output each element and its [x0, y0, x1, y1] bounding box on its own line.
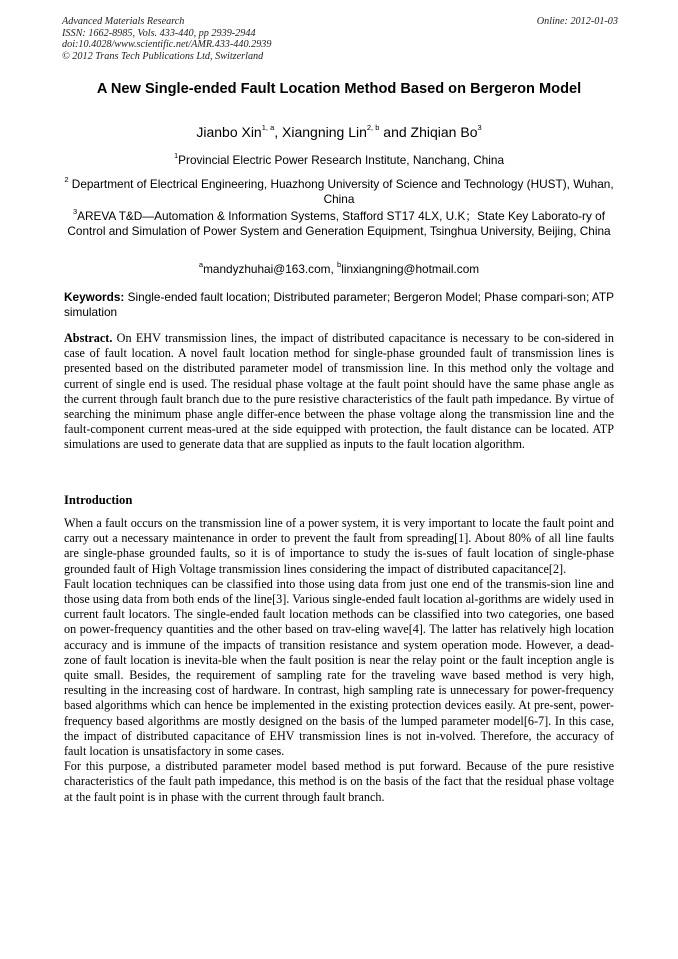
keywords-text: Single-ended fault location; Distributed parameter; Bergeron Model; Phase compari-son; ATP simulation	[64, 290, 614, 320]
author-affiliation-mark: 3	[477, 123, 482, 133]
author-name: Jianbo Xin	[196, 124, 262, 140]
journal-info	[62, 16, 618, 62]
affiliation-text: Provincial Electric Power Research Institute, Nanchang, China	[178, 153, 505, 167]
affiliation-mark: 3	[73, 207, 78, 217]
affiliation-3	[62, 209, 616, 240]
journal-name: Advanced Materials Research	[62, 16, 185, 27]
affiliation-mark: 1	[173, 151, 179, 161]
abstract-section	[64, 331, 614, 453]
paper-title: A New Single-ended Fault Location Method Based on Bergeron Model	[96, 81, 582, 97]
abstract-label: Abstract.	[64, 331, 113, 345]
affiliation-2	[62, 177, 616, 208]
journal-header	[62, 16, 618, 62]
online-date: Online: 2012-01-03	[536, 16, 618, 27]
affiliation-mark: 2	[64, 175, 69, 185]
email-separator: ,	[330, 262, 338, 276]
email-link[interactable]: mandyzhuhai@163.com	[203, 262, 331, 276]
author-name: Zhiqian Bo	[410, 124, 478, 140]
author-name: Xiangning Lin	[282, 124, 367, 140]
journal-doi: doi:10.4028/www.scientific.net/AMR.433-440.2939	[62, 39, 272, 51]
email-mark: b	[337, 260, 342, 270]
introduction-paragraph-1: When a fault occurs on the transmission line of a power system, it is very important to locate the fault point and carry out a necessary maintenance in order to prevent the fault from spreading[1]. About 80% of all line faults are single-phase grounded faults, so it is of importance to study the is-sues of fault location of single-phase grounded fault of High Voltage transmission lines considering the impact of distributed capacitance[2].	[64, 516, 614, 576]
affiliation-text: Department of Electrical Engineering, Huazhong University of Science and Technology (HUST), Wuhan, China	[68, 177, 614, 207]
keywords-section	[64, 290, 614, 321]
author-separator: ,	[274, 124, 283, 140]
author-affiliation-mark: 2, b	[366, 123, 380, 133]
introduction-paragraph-2: Fault location techniques can be classified into those using data from just one end of the transmis-sion line and those using data from both ends of the line[3]. Various single-ended fault location al-gorithms are widely used in current fault locators. The single-ended fault location methods can be classified into two categories, one based on power-frequency quantities and the other based on trav-eling wave[4]. The latter has relatively high location accuracy and is immune of the impacts of transition resistance and system operation mode. However, a dead-zone of fault location is inevita-ble when the fault position is near the relay point or the fault inception angle is quite small. Besides, the requirement of sampling rate for the traveling wave based method is very high, resulting in the increasing cost of hardware. In contrast, high sampling rate is unnecessary for power-frequency based algorithms which can hence be implemented in the existing protection devices easily. At pre-sent, power-frequency based algorithms are mostly designed on the basis of the lumped parameter model[6-7]. In this case, the impact of distributed capacitance of EHV transmission lines is not in-volved. Therefore, the accuracy of fault location is unsatisfactory in some cases.	[64, 576, 614, 759]
author-list	[0, 124, 678, 140]
author-affiliation-mark: 1, a	[261, 123, 275, 133]
journal-copyright: © 2012 Trans Tech Publications Ltd, Switzerland	[62, 50, 264, 62]
journal-issn: ISSN: 1662-8985, Vols. 433-440, pp 2939-2944	[62, 27, 256, 39]
abstract-text: On EHV transmission lines, the impact of distributed capacitance is necessary to be con-sidered in case of fault location. A novel fault location method for single-phase grounded fault of transmission lines is presented based on the distributed parameter model of transmission line. In this method only the voltage and current of single end is used. The residual phase voltage at the fault point should have the same phase angle as the current through fault branch due to the pure resistive characteristics of the fault path impedance. By virtue of searching the minimum phase angle differ-ence between the phase voltage along the transmission line and the fault-component current meas-ured at the side equipped with protection, the fault distance can be located. ATP simulations are used to generate data that are supplied as inputs to the fault location algorithm.	[64, 331, 614, 452]
author-separator: and	[379, 124, 411, 140]
introduction-heading: Introduction	[64, 493, 133, 507]
email-link[interactable]: linxiangning@hotmail.com	[341, 262, 480, 276]
introduction-body	[64, 516, 614, 805]
author-emails	[62, 262, 616, 277]
introduction-paragraph-3: For this purpose, a distributed parameter model based method is put forward. Because of the pure resistive characteristics of the fault path impedance, this method is on the basis of the fact that the residual phase voltage at the fault point is in phase with the current through fault branch.	[64, 759, 614, 804]
keywords-label: Keywords:	[64, 290, 125, 304]
affiliation-text: AREVA T&D—Automation & Information Systems, Stafford ST17 4LX, U.K；State Key Laborato-ry of Control and Simulation of Power System and Generation Equipment, Tsinghua University, Beijing, China	[67, 209, 611, 239]
email-mark: a	[198, 260, 204, 270]
affiliation-1	[62, 153, 616, 168]
